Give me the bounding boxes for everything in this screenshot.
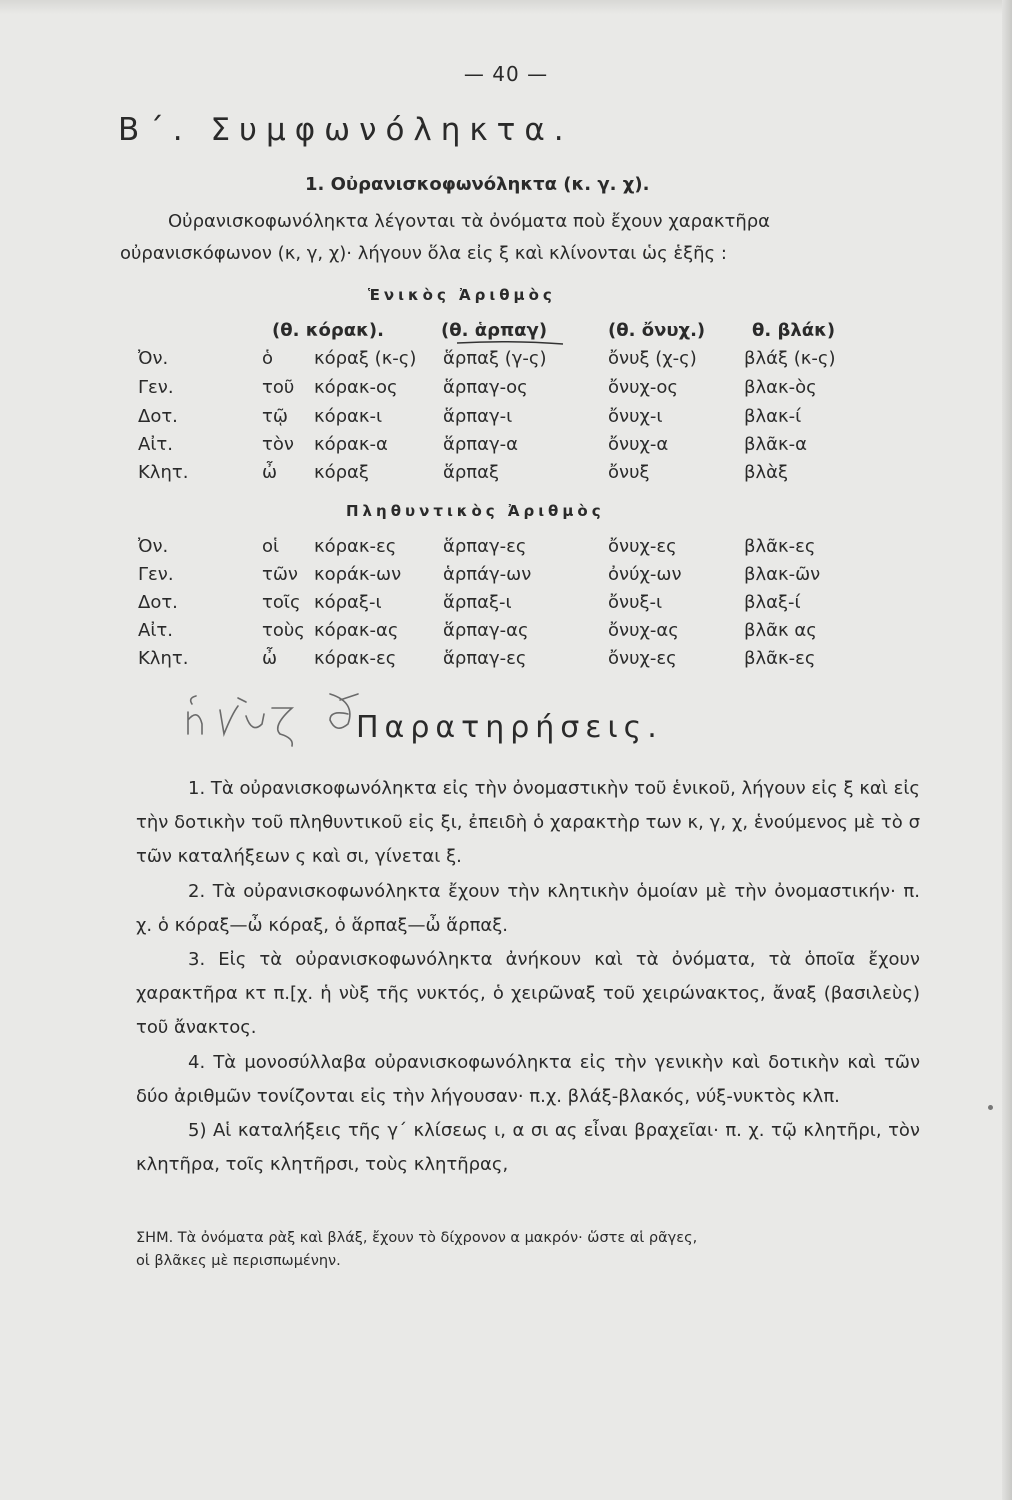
footnote (136, 1227, 920, 1273)
form-korax: κόραξ (κ-ς) (314, 348, 417, 369)
article: τῶν (262, 564, 298, 585)
remark-item: 5) Αἱ καταλήξεις τῆς γ΄ κλίσεως ι, α σι ας εἶναι βραχεῖαι· π. χ. τῷ κλητῆρι, τὸν κλητῆρα, τοῖς κλητῆρσι, τοὺς κλητῆρας, (136, 1120, 920, 1176)
intro-line: οὐρανισκόφωνον (κ, γ, χ)· λήγουν ὅλα εἰς ξ καὶ κλίνονται ὡς ἑξῆς : (120, 243, 727, 264)
case-label: Κλητ. (138, 648, 189, 669)
table-row (0, 406, 1012, 434)
form-korax: κόραξ-ι (314, 592, 382, 613)
table-row (0, 434, 1012, 462)
singular-heading: Ἑνικὸς Ἀριθμὸς (368, 286, 556, 304)
intro-paragraph (120, 206, 920, 270)
form-onyx: ὄνυχ-ες (608, 536, 677, 557)
handwritten-note (180, 690, 380, 750)
remark-item: 1. Τὰ οὐρανισκοφωνόληκτα εἰς τὴν ὀνομαστικὴν τοῦ ἑνικοῦ, λήγουν εἰς ξ καὶ εἰς τὴν δοτικὴν τοῦ πληθυντικοῦ εἰς ξι, ἐπειδὴ ὁ χαρακτὴρ των κ, γ, χ, ἑνούμενος μὲ τὸ σ τῶν καταλήξεων ς καὶ σι, γίνεται ξ. (136, 778, 920, 868)
form-vlax: βλακ-ῶν (744, 564, 821, 585)
form-korax: κόρακ-ας (314, 620, 399, 641)
stem-header: (θ. ἁρπαγ) (441, 320, 548, 341)
form-vlax: βλᾶκ-α (744, 434, 807, 455)
intro-line: Οὐρανισκοφωνόληκτα λέγονται τὰ ὀνόματα ποὺ ἔχουν χαρακτῆρα (168, 211, 771, 232)
footnote-line: οἱ βλᾶκες μὲ περισπωμένην. (136, 1253, 341, 1269)
section-title: 1. Οὐρανισκοφωνόληκτα (κ. γ. χ). (305, 174, 650, 195)
observations-title: Παρατηρήσεις. (356, 710, 663, 745)
form-korax: κοράκ-ων (314, 564, 402, 585)
form-onyx: ὄνυξ-ι (608, 592, 663, 613)
table-row (0, 564, 1012, 592)
table-row (0, 648, 1012, 676)
case-label: Αἰτ. (138, 620, 173, 641)
table-row (0, 462, 1012, 490)
form-onyx: ὄνυξ (608, 462, 650, 483)
form-vlax: βλάξ (κ-ς) (744, 348, 836, 369)
plural-heading: Πληθυντικὸς Ἀριθμὸς (346, 502, 605, 520)
page-number: — 40 — (463, 62, 549, 86)
form-vlax: βλᾶκ-ες (744, 536, 816, 557)
case-label: Γεν. (138, 377, 174, 398)
article: οἱ (262, 536, 280, 557)
table-row (0, 377, 1012, 405)
form-korax: κόρακ-ος (314, 377, 398, 398)
form-korax: κόρακ-α (314, 434, 388, 455)
form-onyx: ὄνυχ-ος (608, 377, 678, 398)
article: ὦ (262, 648, 278, 669)
form-vlax: βλακ-ὸς (744, 377, 817, 398)
case-label: Δοτ. (138, 592, 178, 613)
table-row (0, 348, 1012, 376)
article: τοῦ (262, 377, 295, 398)
article: τοὺς (262, 620, 305, 641)
form-vlax: βλαξ-ί (744, 592, 801, 613)
form-harpax: ἅρπαξ (443, 462, 500, 483)
form-harpax: ἅρπαγ-ας (443, 620, 529, 641)
form-harpax: ἅρπαγ-ες (443, 648, 527, 669)
table-row (0, 592, 1012, 620)
form-harpax: ἅρπαγ-ος (443, 377, 528, 398)
form-onyx: ὄνυχ-ι (608, 406, 663, 427)
form-harpax: ἅρπαξ-ι (443, 592, 512, 613)
case-label: Κλητ. (138, 462, 189, 483)
form-harpax: ἅρπαγ-ες (443, 536, 527, 557)
form-onyx: ὄνυχ-α (608, 434, 669, 455)
form-onyx: ὄνυξ (χ-ς) (608, 348, 697, 369)
case-label: Ὀν. (138, 536, 169, 557)
form-harpax: ἅρπαγ-α (443, 434, 519, 455)
form-onyx: ὀνύχ-ων (608, 564, 682, 585)
stem-header: (θ. ὄνυχ.) (608, 320, 706, 341)
form-harpax: ἁρπάγ-ων (443, 564, 532, 585)
form-vlax: βλᾶκ ας (744, 620, 817, 641)
footnote-line: ΣΗΜ. Τὰ ὀνόματα ρὰξ καὶ βλάξ, ἔχουν τὸ δίχρονον α μακρόν· ὥστε αἱ ρᾶγες, (136, 1230, 698, 1246)
form-onyx: ὄνυχ-ες (608, 648, 677, 669)
article: τοῖς (262, 592, 301, 613)
form-korax: κόρακ-ες (314, 648, 397, 669)
form-vlax: βλακ-ί (744, 406, 802, 427)
remarks-list (136, 772, 920, 1182)
case-label: Ὀν. (138, 348, 169, 369)
case-label: Γεν. (138, 564, 174, 585)
stem-underline (455, 340, 565, 346)
case-label: Αἰτ. (138, 434, 173, 455)
table-row (0, 536, 1012, 564)
remark-item: 2. Τὰ οὐρανισκοφωνόληκτα ἔχουν τὴν κλητικὴν ὁμοίαν μὲ τὴν ὀνομαστικήν· π. χ. ὁ κόραξ—ὦ κόραξ, ὁ ἅρπαξ—ὦ ἅρπαξ. (136, 880, 920, 936)
page-edge (1002, 0, 1012, 1500)
remark-item: 3. Εἰς τὰ οὐρανισκοφωνόληκτα ἀνήκουν καὶ τὰ ὀνόματα, τὰ ὁποῖα ἔχουν χαρακτῆρα κτ π.[χ. ἡ νὺξ τῆς νυκτός, ὁ χειρῶναξ τοῦ χειρώνακτος, ἄναξ (βασιλεὺς) τοῦ ἄνακτος. (136, 949, 920, 1039)
form-onyx: ὄνυχ-ας (608, 620, 679, 641)
case-label: Δοτ. (138, 406, 178, 427)
form-vlax: βλὰξ (744, 462, 789, 483)
chapter-title: Β΄. Συμφωνόληκτα. (118, 112, 573, 148)
stem-header: (θ. κόρακ). (272, 320, 384, 341)
article: ὁ (262, 348, 274, 369)
form-korax: κόραξ (314, 462, 369, 483)
form-korax: κόρακ-ι (314, 406, 383, 427)
article: τὸν (262, 434, 294, 455)
stem-header: θ. βλάκ) (752, 320, 836, 341)
form-korax: κόρακ-ες (314, 536, 397, 557)
article: τῷ (262, 406, 288, 427)
scan-speck (988, 1105, 993, 1110)
table-row (0, 620, 1012, 648)
form-harpax: ἅρπαγ-ι (443, 406, 513, 427)
article: ὦ (262, 462, 278, 483)
form-harpax: ἅρπαξ (γ-ς) (443, 348, 547, 369)
remark-item: 4. Τὰ μονοσύλλαβα οὐρανισκοφωνόληκτα εἰς τὴν γενικὴν καὶ δοτικὴν καὶ τῶν δύο ἀριθμῶν τονίζονται εἰς τὴν λήγουσαν· π.χ. βλάξ-βλακός, νύξ-νυκτὸς κλπ. (136, 1051, 920, 1107)
form-vlax: βλᾶκ-ες (744, 648, 816, 669)
scan-top-shadow (0, 0, 1012, 14)
